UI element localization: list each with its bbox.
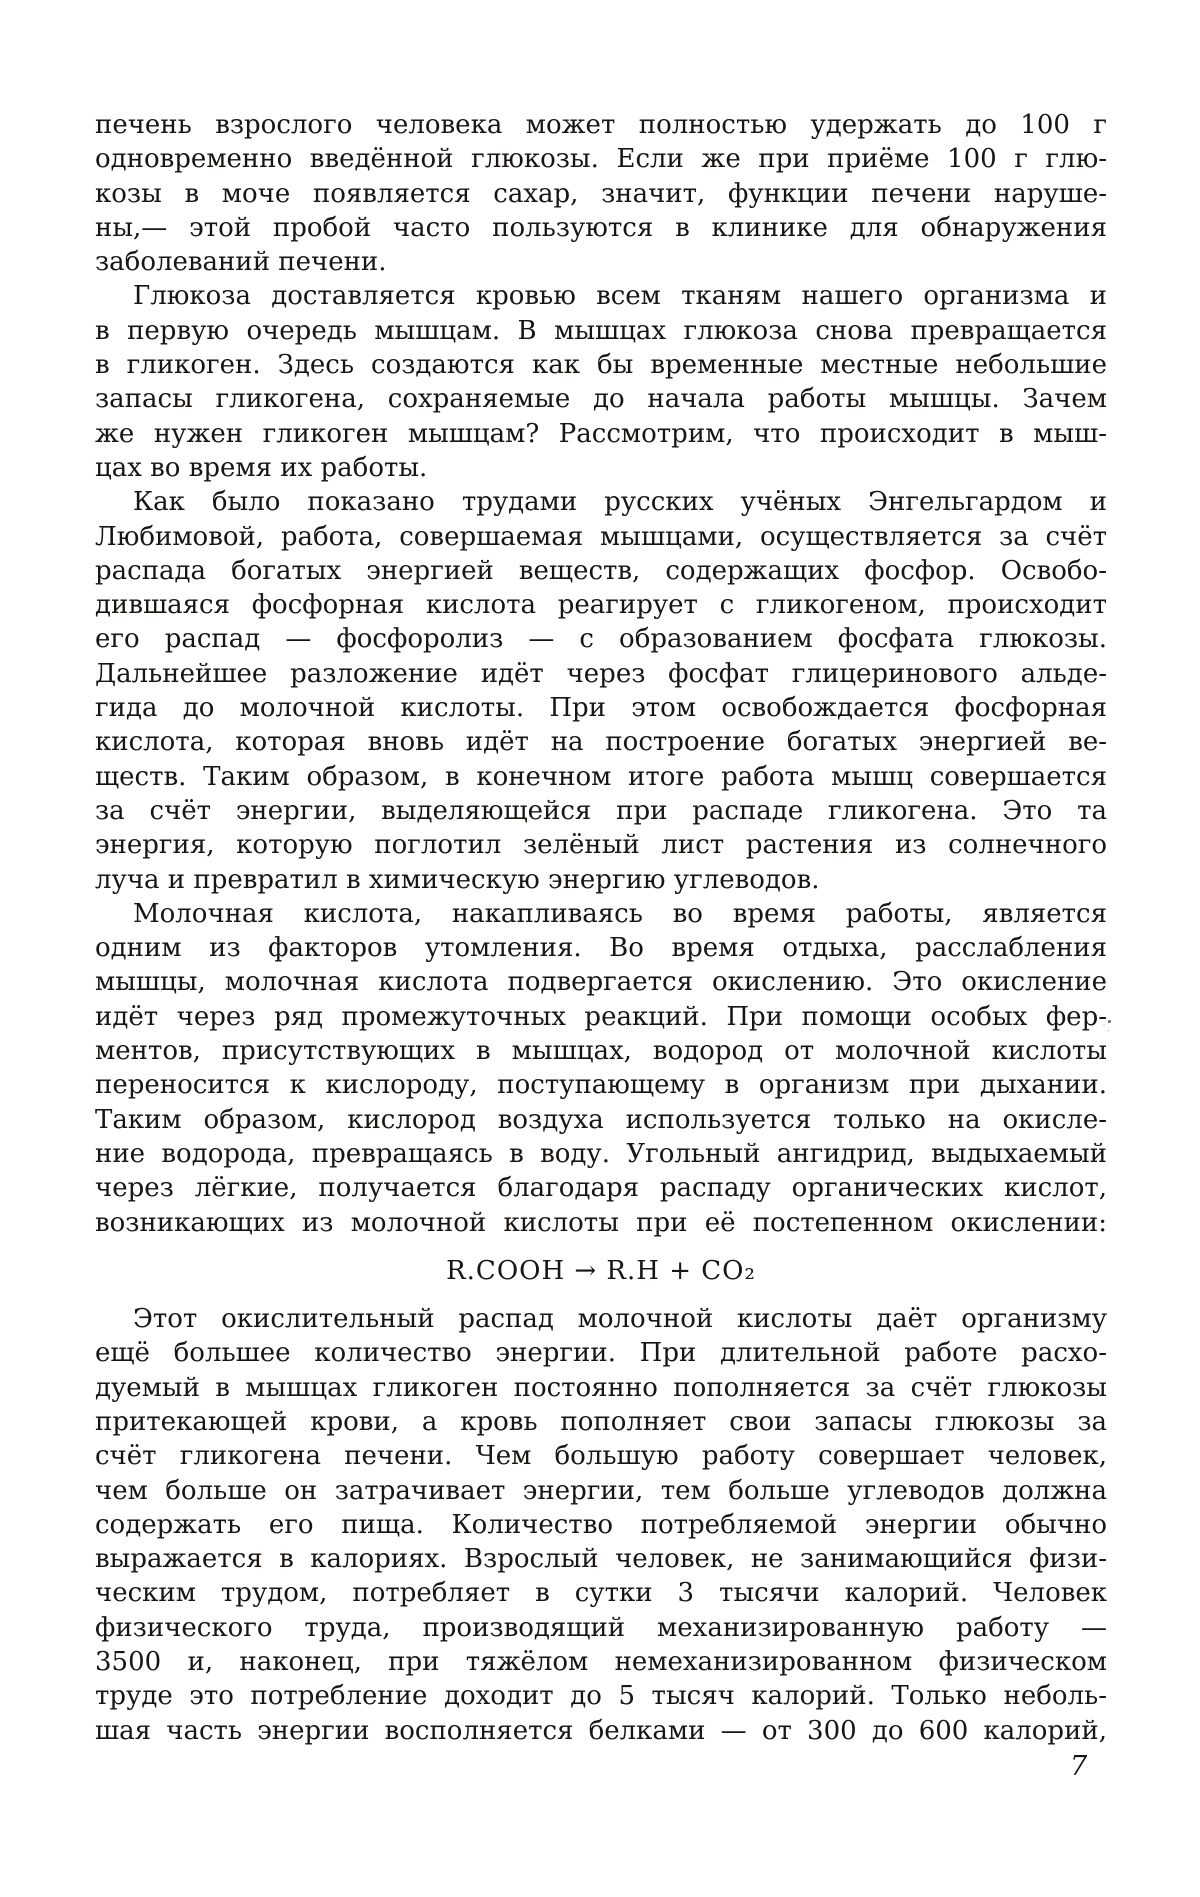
text-line: за счёт энергии, выделяющейся при распаде гликогена. Это та: [95, 795, 1107, 826]
text-line: Таким образом, кислород воздуха используется только на окисле-: [95, 1104, 1107, 1135]
text-line: запасы гликогена, сохраняемые до начала работы мышцы. Зачем: [95, 384, 1107, 415]
text-line: ещё большее количество энергии. При длительной работе расхо-: [95, 1338, 1107, 1369]
paragraph: [95, 279, 1107, 485]
text-line: содержать его пища. Количество потребляемой энергии обычно: [95, 1509, 1107, 1540]
text-line: возникающих из молочной кислоты при её постепенном окислении:: [95, 1207, 1107, 1238]
text-line: Как было показано трудами русских учёных Энгельгардом и: [133, 487, 1107, 518]
text-line: труде это потребление доходит до 5 тысяч калорий. Только неболь-: [95, 1681, 1107, 1712]
text-line: ны,— этой пробой часто пользуются в клинике для обнаружения: [95, 212, 1107, 243]
text-line: физического труда, производящий механизированную работу —: [95, 1612, 1107, 1643]
text-line: Глюкоза доставляется кровью всем тканям нашего организма и: [133, 281, 1107, 312]
text-line: заболеваний печени.: [95, 247, 387, 278]
text-line: 3500 и, наконец, при тяжёлом немеханизированном физическом: [95, 1647, 1107, 1678]
text-line: выражается в калориях. Взрослый человек, не занимающийся физи-: [95, 1544, 1107, 1575]
text-line: в гликоген. Здесь создаются как бы временные местные небольшие: [95, 350, 1107, 381]
text-line: цах во время их работы.: [95, 452, 428, 483]
text-line: чем больше он затрачивает энергии, тем больше углеводов должна: [95, 1475, 1107, 1506]
chemical-formula: R.COOH → R.H + CO₂: [446, 1255, 756, 1286]
text-line: козы в моче появляется сахар, значит, функции печени наруше-: [95, 178, 1107, 209]
page-number: 7: [1070, 1751, 1088, 1782]
text-line: Молочная кислота, накапливаясь во время работы, является: [133, 898, 1107, 929]
text-line: через лёгкие, получается благодаря распаду органических кислот,: [95, 1173, 1107, 1204]
text-line: притекающей крови, а кровь пополняет свои запасы глюкозы за: [95, 1406, 1107, 1437]
text-line: дившаяся фосфорная кислота реагирует с гликогеном, происходит: [95, 590, 1107, 621]
text-line: его распад — фосфоролиз — с образованием фосфата глюкозы.: [95, 624, 1107, 655]
paragraph: [95, 897, 1107, 1240]
text-line: счёт гликогена печени. Чем большую работу совершает человек,: [95, 1441, 1107, 1472]
text-line: энергия, которую поглотил зелёный лист растения из солнечного: [95, 830, 1107, 861]
text-line: же нужен гликоген мышцам? Рассмотрим, что происходит в мыш-: [95, 418, 1107, 449]
text-line: кислота, которая вновь идёт на построение богатых энергией ве-: [95, 727, 1107, 758]
text-line: дуемый в мышцах гликоген постоянно пополняется за счёт глюкозы: [95, 1372, 1107, 1403]
text-line: идёт через ряд промежуточных реакций. При помощи особых фер-: [95, 1001, 1107, 1032]
text-line: распада богатых энергией веществ, содержащих фосфор. Освобо-: [95, 555, 1107, 586]
text-line: шая часть энергии восполняется белками — от 300 до 600 калорий,: [95, 1715, 1107, 1746]
text-line: ществ. Таким образом, в конечном итоге работа мышц совершается: [95, 761, 1107, 792]
paragraph: [95, 485, 1107, 897]
text-line: ческим трудом, потребляет в сутки 3 тысячи калорий. Человек: [95, 1578, 1107, 1609]
text-line: гида до молочной кислоты. При этом освобождается фосфорная: [95, 693, 1107, 724]
ink-speck: [1108, 1020, 1112, 1024]
paragraph: [95, 1302, 1107, 1748]
text-line: в первую очередь мышцам. В мышцах глюкоза снова превращается: [95, 315, 1107, 346]
text-line: печень взрослого человека может полностью удержать до 100 г: [95, 110, 1107, 140]
text-line: ментов, присутствующих в мышцах, водород от молочной кислоты: [95, 1036, 1107, 1067]
text-line: мышцы, молочная кислота подвергается окислению. Это окисление: [95, 967, 1107, 998]
paragraph: [95, 108, 1107, 279]
text-line: переносится к кислороду, поступающему в организм при дыхании.: [95, 1070, 1107, 1101]
text-line: одновременно введённой глюкозы. Если же при приёме 100 г глю-: [95, 144, 1107, 175]
text-line: Дальнейшее разложение идёт через фосфат глицеринового альде-: [95, 658, 1107, 689]
text-line: Любимовой, работа, совершаемая мышцами, осуществляется за счёт: [95, 521, 1107, 552]
text-line: ние водорода, превращаясь в воду. Угольный ангидрид, выдыхаемый: [95, 1138, 1107, 1169]
text-line: луча и превратил в химическую энергию углеводов.: [95, 864, 820, 895]
text-line: одним из факторов утомления. Во время отдыха, расслабления: [95, 933, 1107, 964]
text-line: Этот окислительный распад молочной кислоты даёт организму: [133, 1304, 1107, 1335]
text-block: [95, 108, 1107, 1748]
